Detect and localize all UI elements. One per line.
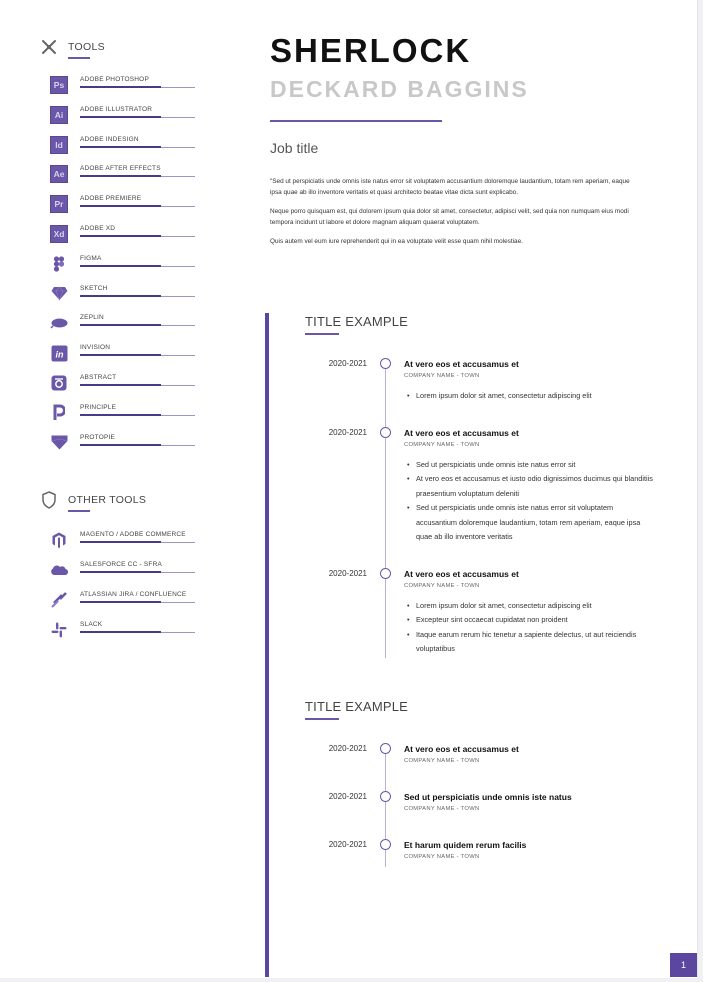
sketch-icon — [50, 285, 68, 303]
first-name: SHERLOCK — [270, 32, 472, 69]
skill-level-fill — [80, 444, 161, 446]
figma-icon — [50, 255, 68, 273]
tool-item — [40, 531, 220, 561]
tool-item — [40, 136, 220, 166]
tool-item — [40, 591, 220, 621]
skill-level-fill — [80, 601, 161, 603]
tool-name: ZEPLIN — [80, 314, 104, 322]
skill-level-fill — [80, 86, 161, 88]
tool-item — [40, 404, 220, 434]
entry-role: At vero eos et accusamus et — [404, 744, 519, 754]
bullet-item: • Itaque earum rerum hic tenetur a sapiente delectus, ut aut reiciendis voluptatibus — [404, 628, 654, 657]
entry-company: COMPANY NAME - TOWN — [404, 758, 480, 764]
entry-date: 2020-2021 — [328, 428, 367, 437]
section-title-underline — [305, 718, 339, 720]
skill-level-fill — [80, 324, 161, 326]
bullet-item: • Excepteur sint occaecat cupidatat non proident — [404, 613, 654, 627]
tool-name: ADOBE ILLUSTRATOR — [80, 105, 153, 113]
bio-paragraph: Quis autem vel eum iure reprehenderit qui in ea voluptate velit esse quam nihil molestiae. — [270, 238, 523, 245]
tool-item — [40, 434, 220, 464]
skill-level-fill — [80, 205, 161, 207]
adobe-xd-icon: Xd — [50, 225, 68, 243]
svg-text:in: in — [55, 349, 63, 360]
tool-name: SALESFORCE CC - SFRA — [80, 561, 163, 569]
page-edge — [697, 0, 703, 982]
skill-level-fill — [80, 384, 161, 386]
tool-item — [40, 374, 220, 404]
shield-icon — [40, 491, 58, 509]
tool-name: INVISION — [80, 344, 111, 352]
tools-title-underline — [68, 57, 90, 59]
timeline-axis — [385, 364, 386, 658]
indesign-icon: Id — [50, 136, 68, 154]
section-title: TITLE EXAMPLE — [305, 314, 409, 329]
timeline-dot — [380, 743, 391, 754]
bullet-item: • Lorem ipsum dolor sit amet, consectetur adipiscing elit — [404, 599, 654, 613]
tool-name: FIGMA — [80, 254, 102, 262]
tool-item — [40, 561, 220, 591]
entry-role: Et harum quidem rerum facilis — [404, 840, 527, 850]
skill-level-fill — [80, 414, 161, 416]
tool-name: ATLASSIAN JIRA / CONFLUENCE — [80, 590, 187, 598]
premiere-icon: Pr — [50, 195, 68, 213]
entry-role: Sed ut perspiciatis unde omnis iste natus — [404, 792, 572, 802]
tools-icon — [40, 38, 58, 56]
skill-level-fill — [80, 571, 161, 573]
tool-item — [40, 165, 220, 195]
principle-icon — [50, 404, 68, 422]
tool-name: ADOBE PHOTOSHOP — [80, 76, 149, 83]
skill-level-fill — [80, 175, 161, 177]
timeline-dot — [380, 358, 391, 369]
atlassian-jira-icon — [50, 591, 68, 609]
tool-name: PRINCIPLE — [80, 403, 117, 411]
tool-item — [40, 225, 220, 255]
zeplin-icon — [50, 314, 68, 332]
tool-name: PROTOPIE — [80, 433, 116, 441]
entry-company: COMPANY NAME - TOWN — [404, 442, 480, 448]
other-tools-header — [40, 489, 220, 511]
timeline-dot — [380, 427, 391, 438]
page-number: 1 — [670, 953, 697, 977]
page-bottom-edge — [0, 978, 703, 982]
skill-level-fill — [80, 235, 161, 237]
tool-item — [40, 195, 220, 225]
other-tools-title: OTHER TOOLS — [68, 494, 147, 507]
magento-icon — [50, 531, 68, 549]
entry-role: At vero eos et accusamus et — [404, 569, 519, 579]
entry-company: COMPANY NAME - TOWN — [404, 806, 480, 812]
bio — [270, 176, 642, 247]
tool-item — [40, 76, 220, 106]
tool-item — [40, 344, 220, 374]
entry-role: At vero eos et accusamus et — [404, 359, 519, 369]
section-experience-1 — [305, 314, 665, 654]
timeline-dot — [380, 839, 391, 850]
entry-company: COMPANY NAME - TOWN — [404, 583, 480, 589]
bullet-item: • At vero eos et accusamus et iusto odio dignissimos ducimus qui blanditiis praesentium voluptatum deleniti — [404, 472, 654, 501]
job-title: Job title — [270, 140, 319, 156]
section-experience-2 — [305, 699, 665, 860]
protopie-icon — [50, 434, 68, 452]
last-name: DECKARD BAGGINS — [270, 76, 529, 102]
bullet-item: • Sed ut perspiciatis unde omnis iste natus error sit voluptatem accusantium doloremque laudantium, totam rem aperiam, eaque ipsa quae ab illo inventore veritatis — [404, 501, 654, 544]
skill-level-fill — [80, 631, 161, 633]
photoshop-icon: Ps — [50, 76, 68, 94]
tools-title: TOOLS — [68, 41, 105, 53]
bullet-item: • Sed ut perspiciatis unde omnis iste natus error sit — [404, 458, 654, 472]
skill-level-fill — [80, 116, 161, 118]
entry-bullets — [404, 458, 654, 544]
entry-date: 2020-2021 — [328, 359, 367, 368]
tool-name: ADOBE PREMIERE — [80, 195, 142, 203]
tool-item — [40, 255, 220, 285]
tool-name: SLACK — [80, 620, 103, 628]
name-rule — [270, 120, 442, 122]
entry-date: 2020-2021 — [328, 840, 367, 849]
timeline-dot — [380, 568, 391, 579]
bio-paragraph: "Sed ut perspiciatis unde omnis iste natus error sit voluptatem accusantium doloremque laudantium, totam rem aperiam, eaque ipsa quae ab illo inventore veritatis et quasi architecto beatae vitae dicta sunt explicabo. — [270, 178, 630, 196]
entry-bullets — [404, 599, 654, 657]
tools-header — [40, 36, 220, 58]
bullet-item: • Lorem ipsum dolor sit amet, consectetur adipiscing elit — [404, 389, 654, 403]
main-column-rule — [265, 313, 269, 977]
tool-name: SKETCH — [80, 284, 108, 292]
section-title: TITLE EXAMPLE — [305, 699, 409, 714]
other-tools-title-underline — [68, 510, 90, 512]
sidebar — [40, 36, 220, 651]
illustrator-icon: Ai — [50, 106, 68, 124]
tool-name: ADOBE AFTER EFFECTS — [80, 165, 161, 173]
tool-item — [40, 314, 220, 344]
abstract-icon — [50, 374, 68, 392]
tool-name: ADOBE XD — [80, 224, 116, 232]
tool-name: MAGENTO / ADOBE COMMERCE — [80, 531, 186, 539]
entry-date: 2020-2021 — [328, 744, 367, 753]
entry-company: COMPANY NAME - TOWN — [404, 373, 480, 379]
tool-item — [40, 621, 220, 651]
section-title-underline — [305, 333, 339, 335]
entry-date: 2020-2021 — [328, 569, 367, 578]
timeline-dot — [380, 791, 391, 802]
invision-icon — [50, 344, 68, 362]
after-effects-icon: Ae — [50, 165, 68, 183]
slack-icon — [50, 621, 68, 639]
skill-level-fill — [80, 354, 161, 356]
entry-role: At vero eos et accusamus et — [404, 428, 519, 438]
tool-item — [40, 106, 220, 136]
skill-level-fill — [80, 541, 161, 543]
entry-bullets — [404, 389, 654, 403]
main-header — [270, 32, 650, 255]
tools-list — [40, 76, 220, 463]
entry-date: 2020-2021 — [328, 792, 367, 801]
skill-level-fill — [80, 265, 161, 267]
salesforce-icon — [50, 561, 68, 579]
bio-paragraph: Neque porro quisquam est, qui dolorem ipsum quia dolor sit amet, consectetur, adipisci velit, sed quia non numquam eius modi tempora incidunt ut labore et dolore magnam aliquam quaerat voluptatem. — [270, 208, 629, 226]
skill-level-fill — [80, 146, 161, 148]
tool-name: ABSTRACT — [80, 373, 117, 381]
tool-name: ADOBE INDESIGN — [80, 135, 139, 143]
other-tools-list — [40, 531, 220, 650]
entry-company: COMPANY NAME - TOWN — [404, 854, 480, 860]
tool-item — [40, 285, 220, 315]
skill-level-fill — [80, 295, 161, 297]
